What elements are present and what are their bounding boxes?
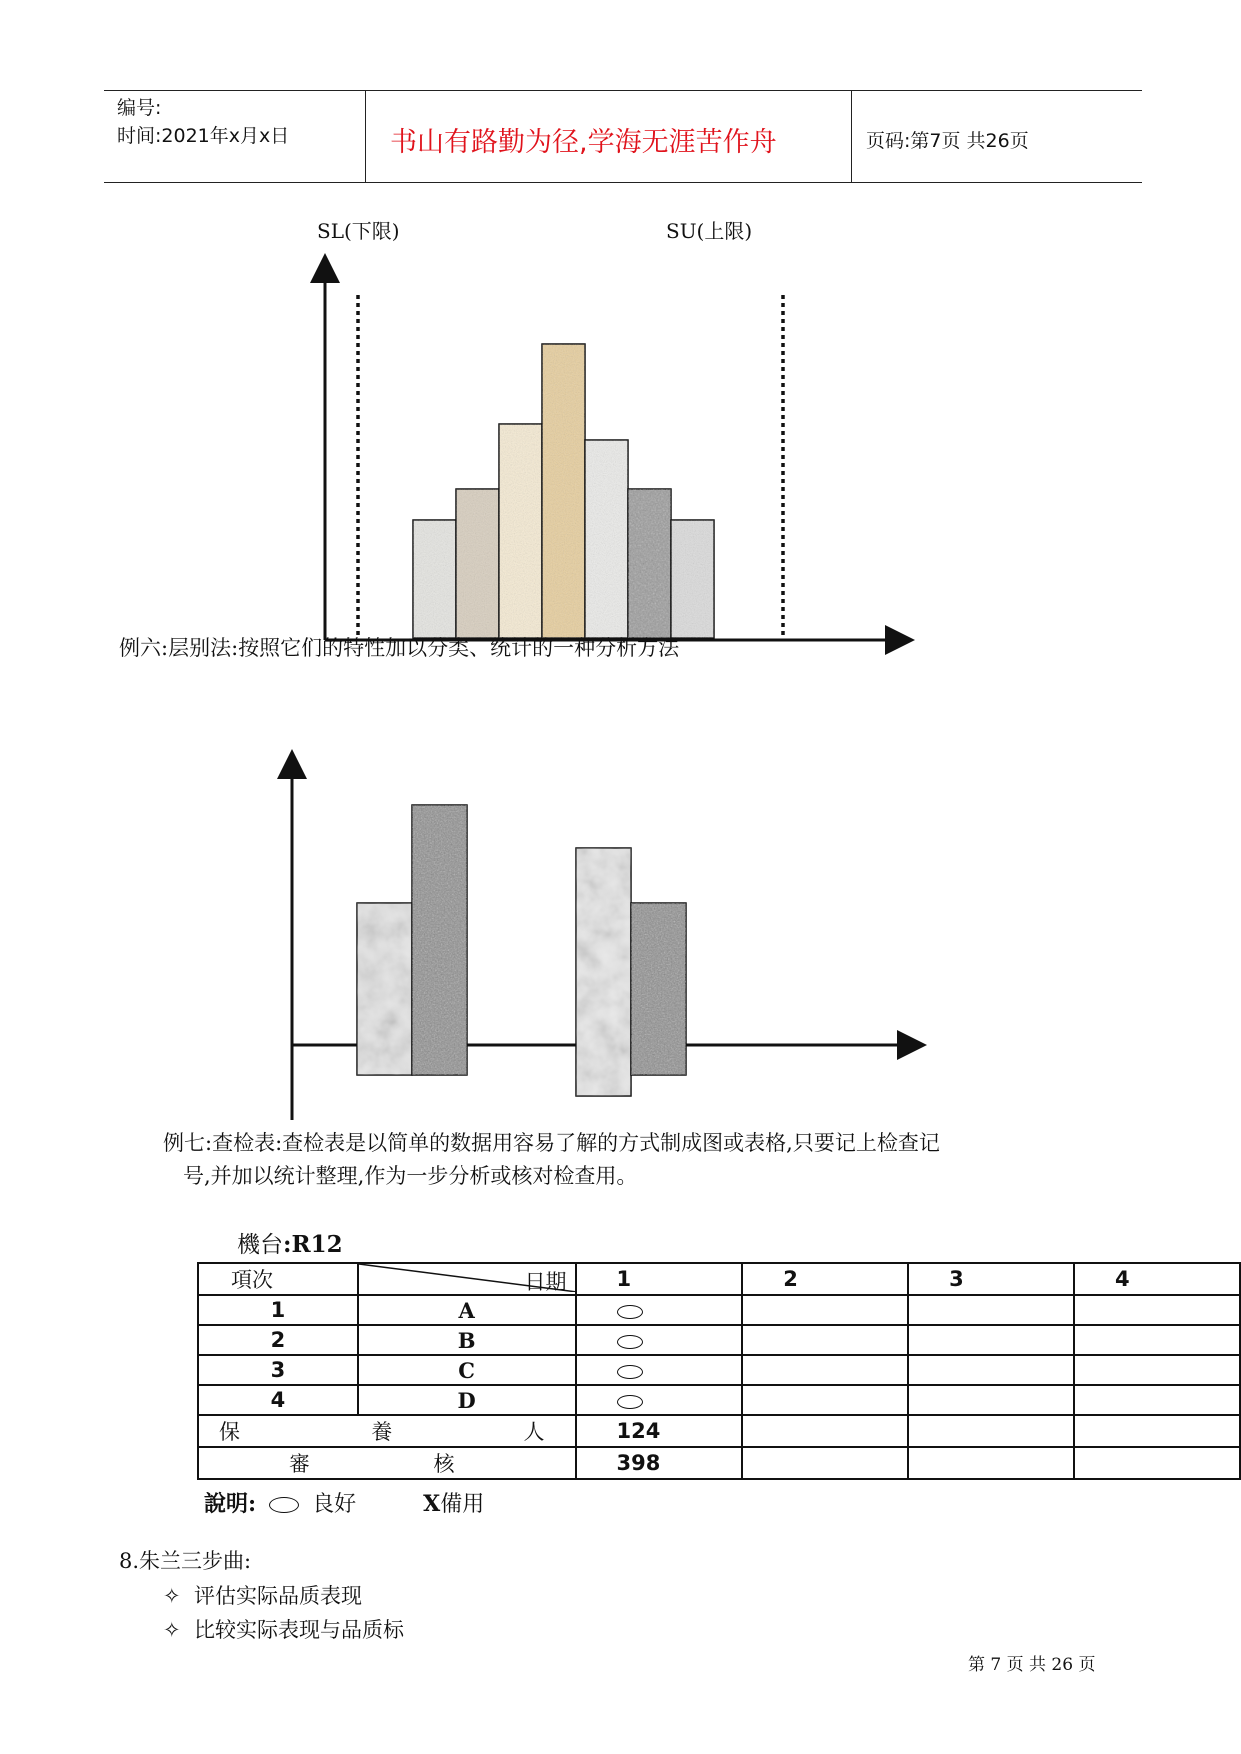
check-cell [1074,1325,1240,1355]
strat-bar-1b [412,805,467,1075]
item-name: D [358,1385,576,1415]
machine-prefix: 機台 [237,1232,283,1258]
header-serial: 编号: [117,97,162,119]
header-time: 时间:2021年x月x日 [117,125,290,147]
check-table-header-row [198,1263,1240,1295]
header-motto: 书山有路勤为径,学海无涯苦作舟 [390,127,777,158]
page-footer: 第 7 页 共 26 页 [968,1655,1096,1675]
check-cell [742,1325,908,1355]
strat-bar-2a [576,848,631,1096]
histogram-bar-2 [456,489,499,638]
check-cell [576,1295,743,1325]
check-cell [908,1355,1074,1385]
day-header-3: 3 [908,1263,1074,1295]
example6-text: 例六:层别法:按照它们的特性加以分类、统计的一种分析方法 [119,636,680,660]
review-char-1: 審 [289,1452,310,1476]
bullet-text: 比较实际表现与品质标 [193,1618,404,1642]
lower-limit-label: SL(下限) [317,219,400,243]
histogram-bar-6 [628,489,671,638]
histogram-bar-5 [585,440,628,638]
table-row [198,1355,1240,1385]
check-cell [742,1447,908,1479]
bullet-star-icon: ✧ [163,1584,181,1608]
item-name: A [358,1295,576,1325]
day-header-4: 4 [1074,1263,1240,1295]
section8-bullet-2 [163,1614,404,1644]
bullet-text: 评估实际品质表现 [193,1584,362,1608]
check-cell [908,1385,1074,1415]
good-mark-icon [617,1335,643,1349]
maintainer-row [198,1415,1240,1447]
corner-date-label: 日期 [524,1270,567,1294]
check-cell [742,1295,908,1325]
legend-spare: 備用 [440,1492,485,1517]
check-cell [742,1355,908,1385]
legend-x-mark: X [423,1491,441,1517]
maintainer-value: 124 [576,1415,743,1447]
legend [204,1487,484,1518]
table-row [198,1295,1240,1325]
item-number: 2 [198,1325,358,1355]
check-cell [1074,1355,1240,1385]
section8-bullet-1 [163,1580,362,1610]
bullet-star-icon: ✧ [163,1618,181,1642]
check-cell [908,1325,1074,1355]
check-cell [908,1295,1074,1325]
review-value: 398 [576,1447,743,1479]
review-row [198,1447,1240,1479]
check-cell [908,1415,1074,1447]
item-name: C [358,1355,576,1385]
good-mark-icon [269,1497,299,1513]
example7-line2: 号,并加以统计整理,作为一步分析或核对检查用。 [183,1164,638,1188]
corner-item-label: 項次 [198,1263,358,1295]
stratification-figure [0,740,1241,1120]
machine-id: :R12 [283,1231,343,1258]
review-char-2: 核 [433,1452,455,1476]
maintainer-char-1: 保 [219,1420,240,1444]
maintainer-label [198,1415,576,1447]
section8-title: 8.朱兰三步曲: [119,1549,252,1573]
check-table [197,1262,1241,1480]
day-header-1: 1 [576,1263,743,1295]
histogram-bar-7 [671,520,714,638]
good-mark-icon [617,1305,643,1319]
check-cell [742,1415,908,1447]
header-page-number: 页码:第7页 共26页 [866,130,1029,152]
day-header-2: 2 [742,1263,908,1295]
histogram-bar-3 [499,424,542,638]
histogram-figure [0,0,1241,700]
check-cell [908,1447,1074,1479]
check-cell [576,1385,743,1415]
item-number: 3 [198,1355,358,1385]
legend-prefix: 說明: [204,1491,257,1517]
machine-label [237,1226,343,1259]
item-name: B [358,1325,576,1355]
review-label [198,1447,576,1479]
check-cell [1074,1415,1240,1447]
item-number: 1 [198,1295,358,1325]
check-cell [576,1355,743,1385]
table-row [198,1385,1240,1415]
check-cell [1074,1295,1240,1325]
strat-bar-2b [631,903,686,1075]
maintainer-char-3: 人 [523,1420,545,1444]
example7-line1: 例七:查检表:查检表是以简单的数据用容易了解的方式制成图或表格,只要记上检查记 [163,1131,940,1155]
maintainer-char-2: 養 [371,1420,393,1444]
check-cell [1074,1385,1240,1415]
histogram-bar-4 [542,344,585,638]
check-cell [742,1385,908,1415]
check-cell [1074,1447,1240,1479]
upper-limit-label: SU(上限) [666,219,753,243]
check-cell [576,1325,743,1355]
good-mark-icon [617,1365,643,1379]
strat-bar-1a [357,903,412,1075]
good-mark-icon [617,1395,643,1409]
item-number: 4 [198,1385,358,1415]
histogram-bar-1 [413,520,456,638]
table-row [198,1325,1240,1355]
diagonal-header-cell [358,1263,576,1295]
legend-good: 良好 [312,1492,357,1517]
